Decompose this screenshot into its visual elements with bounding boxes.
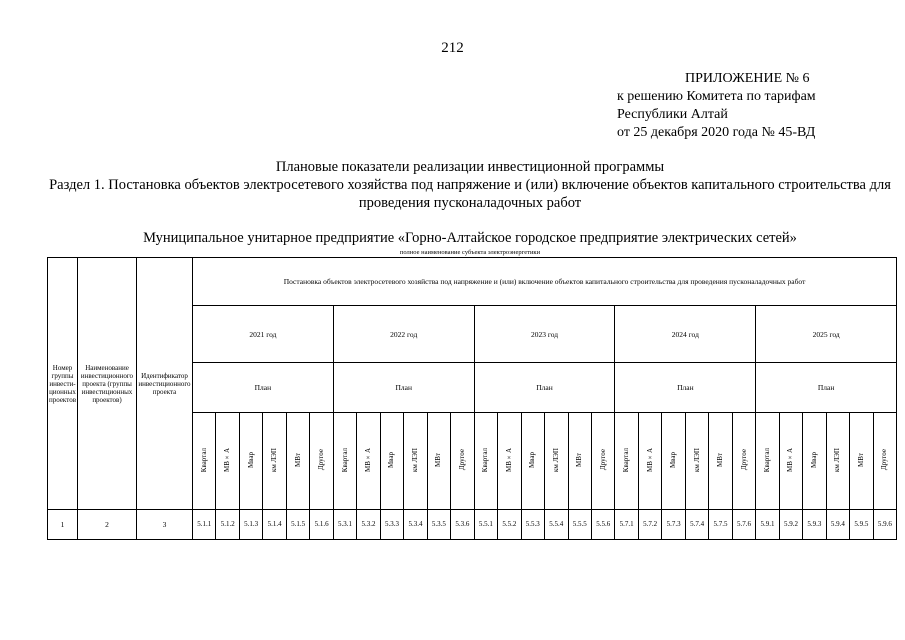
column-number-cell <box>357 510 380 540</box>
column-number: 5.1.6 <box>314 520 329 528</box>
col-project-id-label: Идентификатор инвестиционного проекта <box>138 371 191 396</box>
span-header <box>193 258 897 306</box>
column-number-cell <box>826 510 849 540</box>
column-number-cell <box>803 510 826 540</box>
approval-line-3: Республики Алтай <box>617 107 728 122</box>
unit-header <box>732 413 755 510</box>
column-number: 5.9.5 <box>854 520 869 528</box>
unit-header <box>193 413 216 510</box>
column-number-cell <box>779 510 802 540</box>
unit-header <box>779 413 802 510</box>
column-number-cell <box>404 510 427 540</box>
approval-line-4: от 25 декабря 2020 года № 45-ВД <box>617 125 816 140</box>
organization-name: Муниципальное унитарное предприятие «Горно-Алтайское городское предприятие электрических сетей» <box>143 230 797 246</box>
unit-header <box>286 413 309 510</box>
column-number-cell <box>709 510 732 540</box>
unit-header <box>357 413 380 510</box>
document-heading <box>40 158 900 212</box>
unit-label: Квартал <box>762 447 771 473</box>
col-project-name-label: Наименование инвестиционного проекта (группы инвестиционных проектов) <box>80 363 134 404</box>
unit-header <box>498 413 521 510</box>
column-number: 5.1.5 <box>291 520 306 528</box>
column-number-cell <box>732 510 755 540</box>
column-number: 5.3.6 <box>455 520 470 528</box>
column-number: 3 <box>162 520 167 529</box>
unit-label: км ЛЭП <box>551 447 560 472</box>
unit-label: Другое <box>317 449 326 471</box>
column-number: 5.9.1 <box>760 520 775 528</box>
column-number-cell <box>873 510 896 540</box>
column-number: 5.5.3 <box>525 520 540 528</box>
unit-label: Квартал <box>340 447 349 473</box>
unit-header <box>685 413 708 510</box>
column-number-cell <box>474 510 497 540</box>
column-number-cell <box>263 510 286 540</box>
year-label: 2024 год <box>671 329 699 339</box>
col-group-number-header <box>48 258 78 510</box>
column-number: 5.3.3 <box>384 520 399 528</box>
column-number: 5.5.5 <box>572 520 587 528</box>
span-header-label: Постановка объектов электросетевого хозяйства под напряжение и (или) включение объектов капитального строительства для проведения пусконаладочных работ <box>283 277 806 286</box>
unit-label: Квартал <box>622 447 631 473</box>
column-number: 5.9.4 <box>830 520 845 528</box>
unit-label: Другое <box>880 449 889 471</box>
year-header <box>474 306 615 363</box>
column-number-cell <box>850 510 873 540</box>
plan-label: План <box>395 383 412 392</box>
unit-header <box>380 413 403 510</box>
column-number-cell <box>568 510 591 540</box>
unit-label: МВт <box>434 453 443 467</box>
column-number: 5.5.4 <box>549 520 564 528</box>
unit-label: Квартал <box>199 447 208 473</box>
unit-label: Мвар <box>246 451 255 469</box>
column-number-cell <box>685 510 708 540</box>
plan-header <box>333 363 474 413</box>
plan-header <box>193 363 334 413</box>
organization-caption: полное наименование субъекта электроэнергетики <box>399 249 541 256</box>
column-number-cell <box>591 510 614 540</box>
year-label: 2022 год <box>390 329 418 339</box>
year-label: 2023 год <box>530 329 559 339</box>
column-number-cell <box>638 510 661 540</box>
unit-header <box>545 413 568 510</box>
column-number: 5.3.2 <box>361 520 376 528</box>
unit-label: км ЛЭП <box>410 447 419 472</box>
unit-label: км ЛЭП <box>270 447 279 472</box>
year-header <box>756 306 897 363</box>
unit-header <box>756 413 779 510</box>
column-number: 5.3.5 <box>431 520 446 528</box>
unit-header <box>310 413 333 510</box>
column-number-cell <box>333 510 356 540</box>
column-number: 5.1.2 <box>220 520 235 528</box>
plan-label: План <box>536 383 553 392</box>
year-header <box>615 306 756 363</box>
unit-label: МВт <box>716 453 725 467</box>
column-number-cell <box>193 510 216 540</box>
year-header <box>193 306 334 363</box>
heading-line-2: Раздел 1. Постановка объектов электросетевого хозяйства под напряжение и (или) включение объектов капитального строительства для проведения пусконаладочных работ <box>49 177 891 211</box>
approval-line-2: к решению Комитета по тарифам <box>617 89 816 104</box>
column-number-cell <box>427 510 450 540</box>
unit-header <box>591 413 614 510</box>
column-number: 5.9.2 <box>783 520 798 528</box>
unit-label: Другое <box>739 449 748 471</box>
plan-label: План <box>677 383 694 392</box>
column-number-cell <box>380 510 403 540</box>
column-number: 5.7.4 <box>690 520 705 528</box>
column-number: 5.3.4 <box>408 520 423 528</box>
column-number-cell <box>545 510 568 540</box>
column-number: 5.7.2 <box>643 520 658 528</box>
plan-header <box>615 363 756 413</box>
unit-header <box>427 413 450 510</box>
column-number: 5.7.5 <box>713 520 728 528</box>
unit-label: Другое <box>457 449 466 471</box>
column-number: 5.3.1 <box>338 520 353 528</box>
unit-label: Квартал <box>481 447 490 473</box>
column-number: 5.7.1 <box>619 520 634 528</box>
year-header <box>333 306 474 363</box>
unit-header <box>474 413 497 510</box>
unit-label: МВ×А <box>645 448 654 472</box>
unit-label: МВ×А <box>364 448 373 472</box>
unit-header <box>850 413 873 510</box>
column-number: 5.5.2 <box>502 520 517 528</box>
page-number: 212 <box>441 40 464 56</box>
unit-header <box>826 413 849 510</box>
column-number-cell <box>48 510 78 540</box>
unit-header <box>333 413 356 510</box>
unit-label: МВ×А <box>223 448 232 472</box>
unit-header <box>404 413 427 510</box>
unit-header <box>615 413 638 510</box>
approval-title: ПРИЛОЖЕНИЕ № 6 <box>685 71 810 86</box>
approval-block <box>617 70 816 142</box>
plan-table <box>47 257 897 540</box>
plan-header <box>474 363 615 413</box>
header-row-1 <box>48 258 897 306</box>
column-number-cell <box>310 510 333 540</box>
column-number-cell <box>137 510 193 540</box>
numbering-row <box>48 510 897 540</box>
col-project-name-header <box>78 258 137 510</box>
unit-label: МВт <box>293 453 302 467</box>
column-number-cell <box>239 510 262 540</box>
column-number: 5.5.6 <box>596 520 611 528</box>
unit-label: км ЛЭП <box>692 447 701 472</box>
unit-header <box>662 413 685 510</box>
unit-label: Мвар <box>669 451 678 469</box>
unit-header <box>216 413 239 510</box>
column-number-cell <box>78 510 137 540</box>
unit-label: Мвар <box>387 451 396 469</box>
col-group-number-label: Номер группы инвести-ционных проектов <box>48 363 77 404</box>
column-number: 5.7.6 <box>737 520 752 528</box>
unit-label: Другое <box>598 449 607 471</box>
column-number-cell <box>662 510 685 540</box>
year-label: 2025 год <box>812 329 840 339</box>
unit-header <box>451 413 474 510</box>
unit-label: МВ×А <box>504 448 513 472</box>
column-number: 5.1.1 <box>197 520 212 528</box>
unit-header <box>239 413 262 510</box>
column-number: 5.9.3 <box>807 520 822 528</box>
column-number-cell <box>521 510 544 540</box>
column-number: 5.9.6 <box>877 520 892 528</box>
unit-label: Мвар <box>809 451 818 469</box>
heading-line-1: Плановые показатели реализации инвестиционной программы <box>275 159 665 175</box>
unit-header <box>263 413 286 510</box>
column-number: 5.1.4 <box>267 520 282 528</box>
plan-header <box>756 363 897 413</box>
year-label: 2021 год <box>249 329 277 339</box>
unit-header <box>521 413 544 510</box>
column-number-cell <box>756 510 779 540</box>
unit-header <box>638 413 661 510</box>
column-number: 1 <box>60 520 65 529</box>
unit-header <box>873 413 896 510</box>
column-number-cell <box>451 510 474 540</box>
unit-header <box>803 413 826 510</box>
unit-label: Мвар <box>528 451 537 469</box>
column-number-cell <box>498 510 521 540</box>
column-number-cell <box>286 510 309 540</box>
col-project-id-header <box>137 258 193 510</box>
column-number: 5.7.3 <box>666 520 681 528</box>
unit-label: МВт <box>575 453 584 467</box>
column-number-cell <box>216 510 239 540</box>
unit-header <box>568 413 591 510</box>
column-number: 5.5.1 <box>478 520 493 528</box>
column-number: 5.1.3 <box>244 520 259 528</box>
plan-table-body <box>48 258 897 540</box>
unit-label: км ЛЭП <box>833 447 842 472</box>
unit-label: МВт <box>856 453 865 467</box>
plan-label: План <box>817 383 835 392</box>
unit-label: МВ×А <box>786 448 795 472</box>
column-number-cell <box>615 510 638 540</box>
unit-header <box>709 413 732 510</box>
column-number: 2 <box>105 520 109 529</box>
plan-label: План <box>254 383 272 392</box>
